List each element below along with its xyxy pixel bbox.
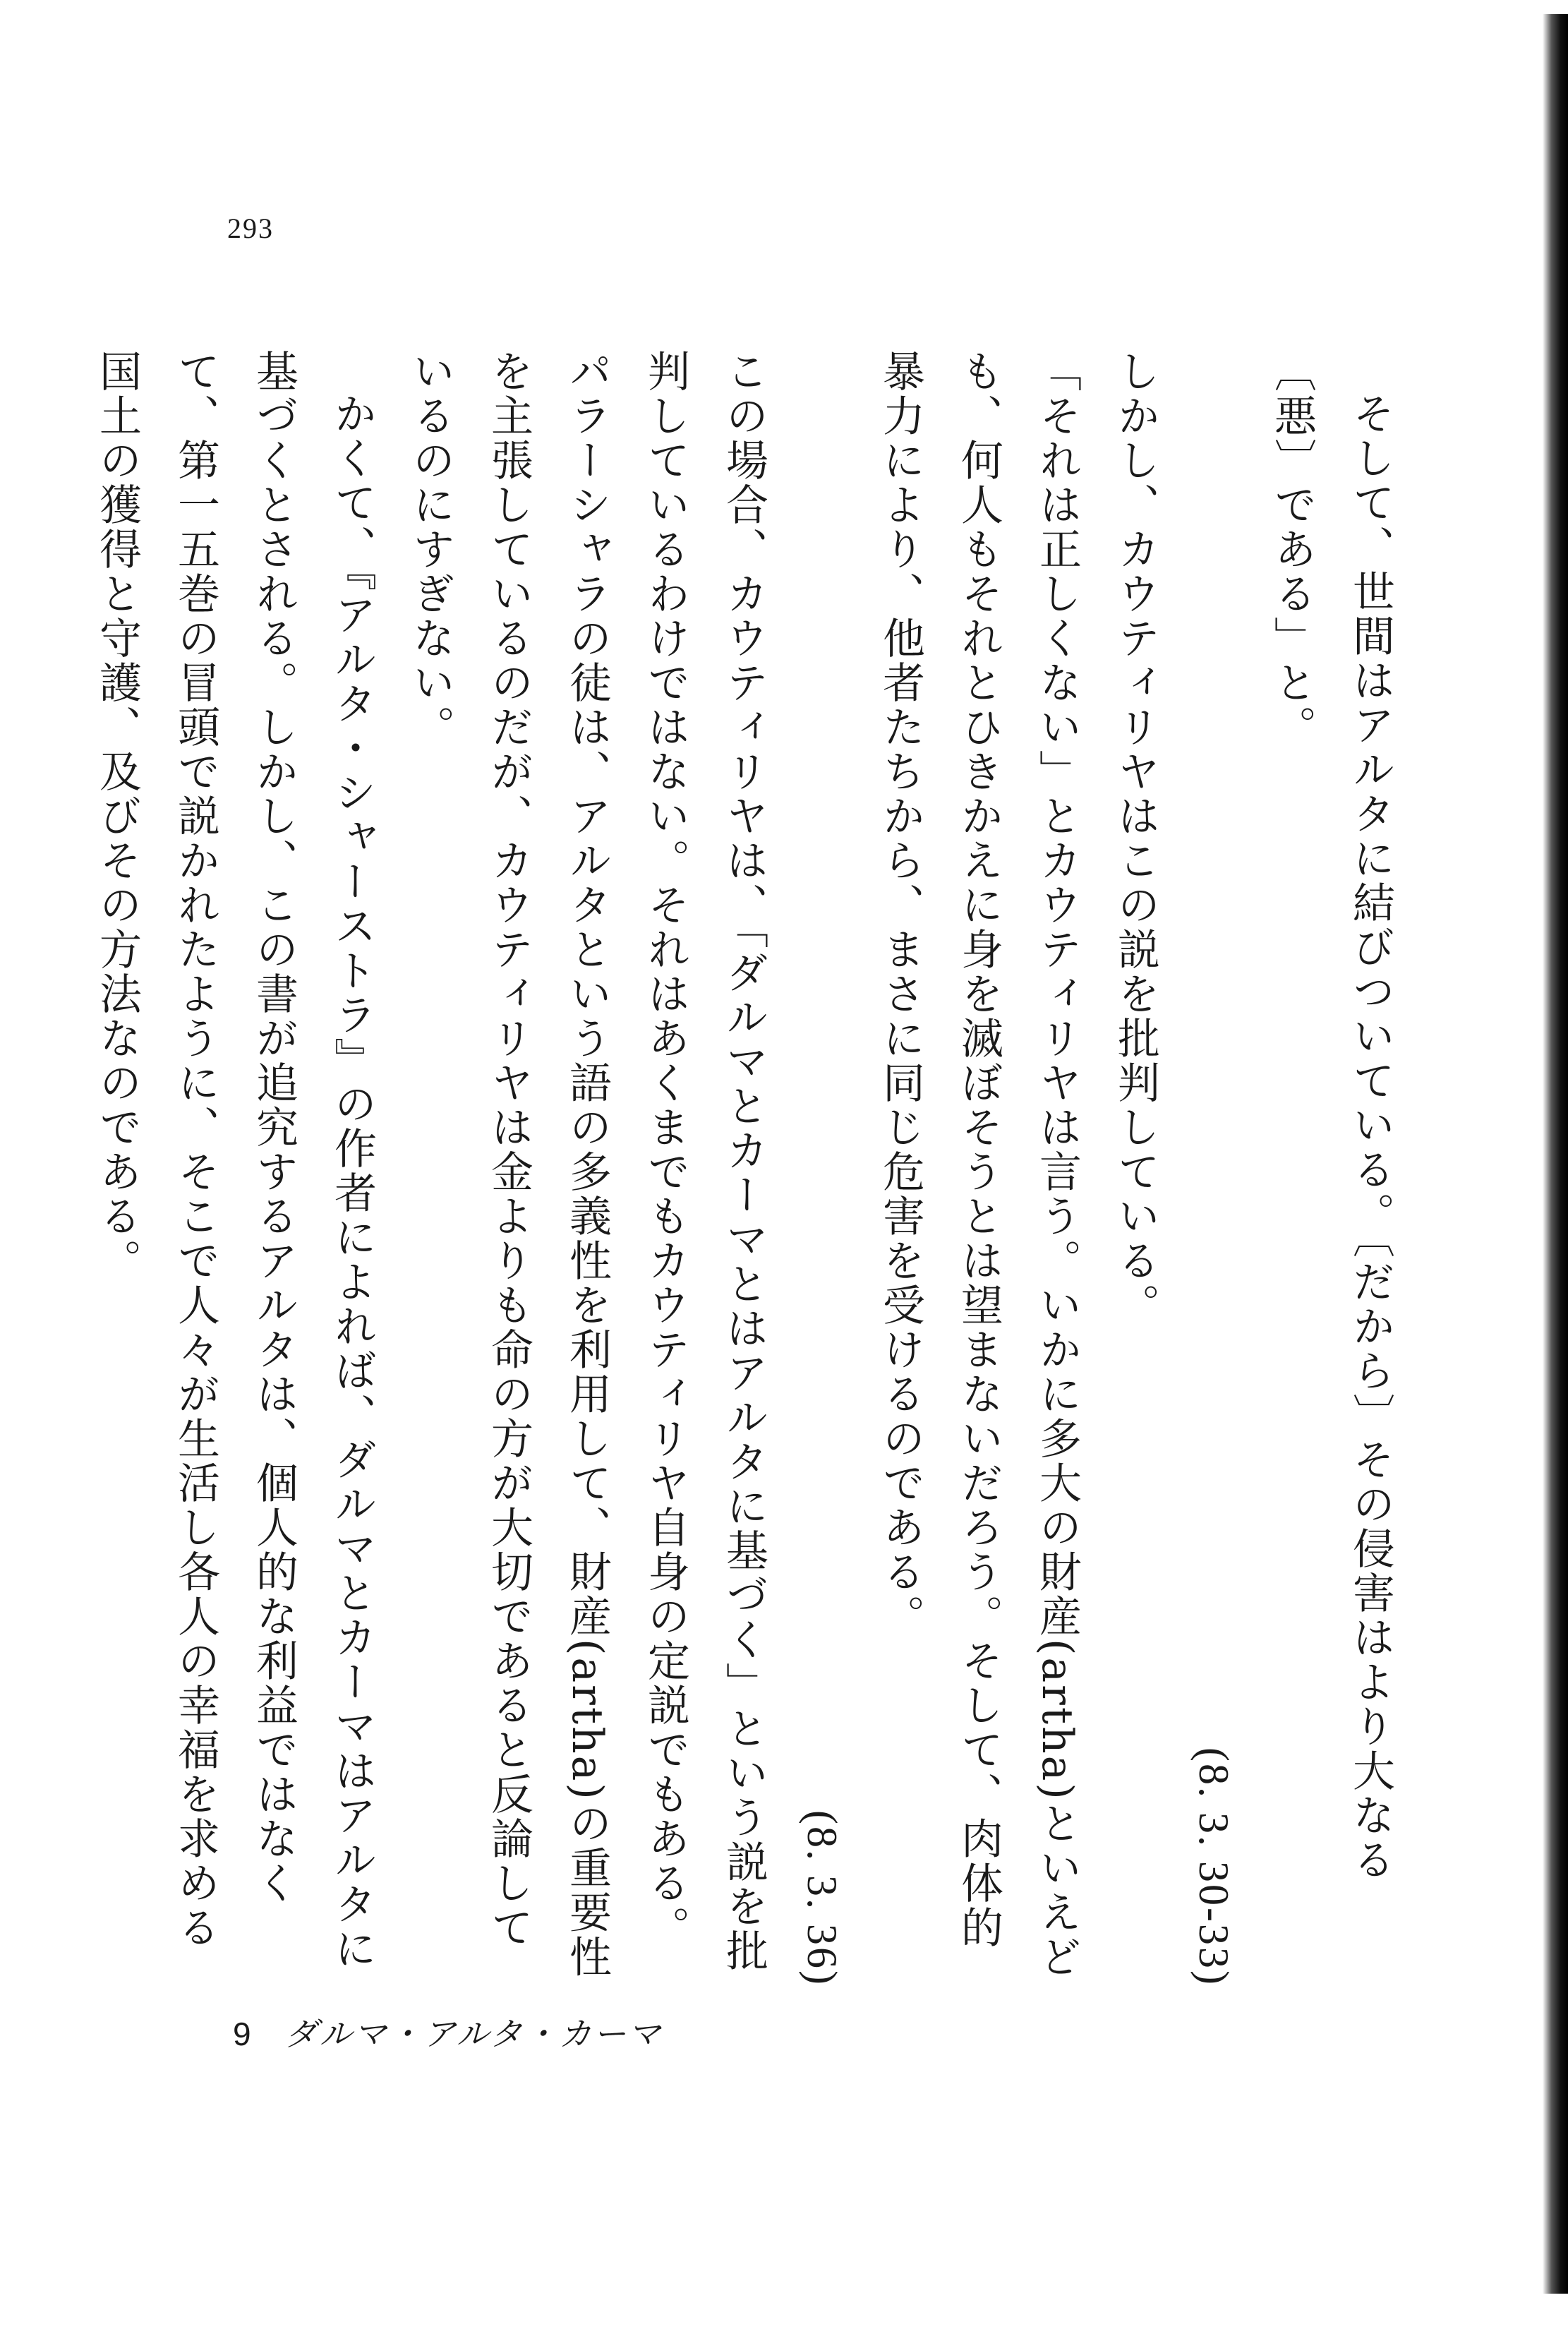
paragraph: かくて、『アルタ・シャーストラ』の作者によれば、ダルマとカーマはアルタに基づくとされる。しかし、この書が追究するアルタは、個人的な利益ではなくて、第一五巻の冒頭で説かれたように、そこで人々が生活し各人の幸福を求める国土の獲得と守護、及びその方法なのである。 <box>92 349 377 1971</box>
binding-edge-shadow <box>1543 14 1568 2294</box>
running-footer <box>233 2009 663 2055</box>
body-text <box>0 349 1409 1987</box>
paragraph-quote: 「それは正しくない」とカウティリヤは言う。いかに多大の財産(artha)といえども、何人もそれとひきかえに身を滅ぼそうとは望まないだろう。そして、肉体的暴力により、他者たちから、まさに同じ危害を受けるのである。 <box>876 349 1082 1980</box>
page-number: 293 <box>227 212 274 244</box>
section-heading <box>0 349 78 1987</box>
paragraph: この場合、カウティリヤは、「ダルマとカーマとはアルタに基づく」という説を批判しているわけではない。それはあくまでもカウティリヤ自身の定説でもある。パラーシャラの徒は、アルタという語の多義性を利用して、財産(artha)の重要性を主張しているのだが、カウティリヤは金よりも命の方が大切であると反論しているのにすぎない。 <box>406 349 768 1980</box>
chapter-number: 9 <box>233 2016 251 2052</box>
paragraph-quote-end: そして、世間はアルタに結びついている。〔だから〕その侵害はより大なる〔悪〕である」と。 <box>1267 349 1395 1882</box>
citation: (8. 3. 36) <box>799 1810 845 1987</box>
citation: (8. 3. 30-33) <box>1190 1747 1237 1987</box>
chapter-title: ダルマ・アルタ・カーマ <box>284 2015 663 2053</box>
paragraph: しかし、カウティリヤはこの説を批判している。 <box>1111 349 1160 1327</box>
